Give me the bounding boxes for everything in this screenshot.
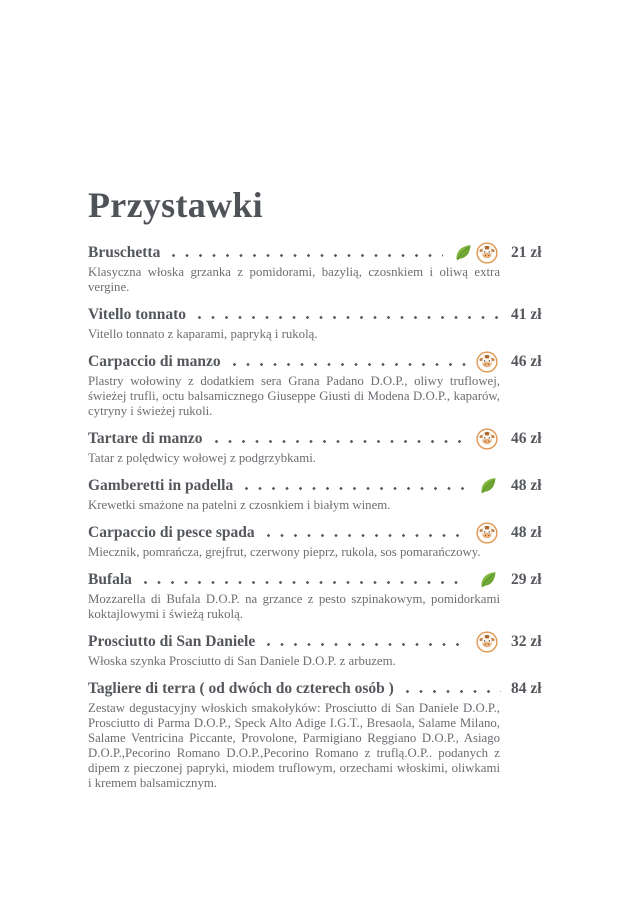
dish-icons: [478, 570, 498, 590]
dish-name: Gamberetti in padella: [88, 476, 234, 494]
dotted-leader: [215, 440, 466, 443]
dish-icons: [476, 428, 498, 450]
menu-item: [88, 522, 546, 560]
dish-description: Klasyczna włoska grzanka z pomidorami, bazylią, czosnkiem i oliwą extra vergine.: [88, 265, 500, 294]
dish-price: 48 zł: [511, 476, 542, 494]
dish-icons: [478, 476, 498, 496]
dish-price: 41 zł: [511, 305, 542, 323]
dish-name: Bufala: [88, 570, 132, 588]
dish-description: Krewetki smażone na patelni z czosnkiem i białym winem.: [88, 498, 391, 512]
dish-name: Vitello tonnato: [88, 305, 187, 323]
dish-icons: [476, 351, 498, 373]
dish-price: 84 zł: [511, 679, 542, 697]
dotted-leader: [233, 363, 466, 366]
dotted-leader: [198, 316, 501, 319]
page-title: Przystawki: [88, 185, 263, 225]
leaf-icon: [453, 243, 473, 263]
dish-icons: [476, 631, 498, 653]
menu-item-row: [88, 351, 546, 372]
dish-price: 46 zł: [511, 429, 542, 447]
dish-name: Carpaccio di manzo: [88, 352, 221, 370]
menu-item: [88, 351, 546, 419]
dotted-leader: [267, 643, 466, 646]
dish-name: Tagliere di terra ( od dwóch do czterech osób ): [88, 679, 394, 697]
dish-description: Włoska szynka Prosciutto di San Daniele D.O.P. z arbuzem.: [88, 654, 396, 668]
dish-price: 48 zł: [511, 523, 542, 541]
dish-description: Zestaw degustacyjny włoskich smakołyków: Prosciutto di San Daniele D.O.P., Prosciutto di Parma D.O.P., Speck Alto Adige I.G.T., Bresaola, Salame Milano, Salame Ventricina Piccante, Provolone, Parmigiano Reggiano D.O.P., Asiago D.O.P.,Pecorino Romano D.O.P.,Pecorino Romano z truflą.O.P.. podanych z dipem z pieczonej papryki, miodem truflowym, orzechami włoskimi, oliwkami i kremem balsamicznym.: [88, 701, 500, 790]
dish-price: 32 zł: [511, 632, 542, 650]
menu-item: [88, 242, 546, 295]
dish-icons: [476, 522, 498, 544]
dotted-leader: [245, 487, 468, 490]
dish-description: Miecznik, pomrańcza, grejfrut, czerwony pieprz, rukola, sos pomarańczowy.: [88, 545, 481, 559]
menu-item: [88, 475, 546, 513]
dish-icons: [453, 242, 498, 264]
menu-item-row: [88, 631, 546, 652]
dish-name: Carpaccio di pesce spada: [88, 523, 255, 541]
cow-icon: [476, 631, 498, 653]
cow-icon: [476, 242, 498, 264]
menu-item: [88, 678, 546, 791]
dotted-leader: [406, 690, 501, 693]
menu-item-row: [88, 428, 546, 449]
leaf-icon: [478, 476, 498, 496]
dish-name: Bruschetta: [88, 243, 161, 261]
dish-name: Tartare di manzo: [88, 429, 203, 447]
dish-description: Plastry wołowiny z dodatkiem sera Grana Padano D.O.P., oliwy truflowej, świeżej trufli, octu balsamicznego Giuseppe Giusti di Modena D.O.P., kaparów, cytryny i świeżej rukoli.: [88, 374, 500, 418]
menu-item-row: [88, 678, 546, 699]
dish-price: 46 zł: [511, 352, 542, 370]
menu-item-list: [88, 242, 546, 791]
dish-price: 29 zł: [511, 570, 542, 588]
leaf-icon: [478, 570, 498, 590]
dish-description: Vitello tonnato z kaparami, papryką i rukolą.: [88, 327, 318, 341]
menu-item-row: [88, 304, 546, 325]
menu-item: [88, 569, 546, 622]
cow-icon: [476, 428, 498, 450]
dotted-leader: [172, 254, 443, 257]
menu-item-row: [88, 569, 546, 590]
menu-content: [88, 184, 546, 800]
cow-icon: [476, 351, 498, 373]
menu-item: [88, 631, 546, 669]
dish-description: Mozzarella di Bufala D.O.P. na grzance z pesto szpinakowym, pomidorkami koktajlowymi i świeżą rukolą.: [88, 592, 500, 621]
dish-price: 21 zł: [511, 243, 542, 261]
menu-item-row: [88, 522, 546, 543]
dish-name: Prosciutto di San Daniele: [88, 632, 256, 650]
menu-item: [88, 304, 546, 342]
menu-item-row: [88, 242, 546, 263]
dish-description: Tatar z polędwicy wołowej z podgrzybkami.: [88, 451, 316, 465]
dotted-leader: [144, 581, 468, 584]
menu-item-row: [88, 475, 546, 496]
menu-item: [88, 428, 546, 466]
dotted-leader: [267, 534, 466, 537]
cow-icon: [476, 522, 498, 544]
